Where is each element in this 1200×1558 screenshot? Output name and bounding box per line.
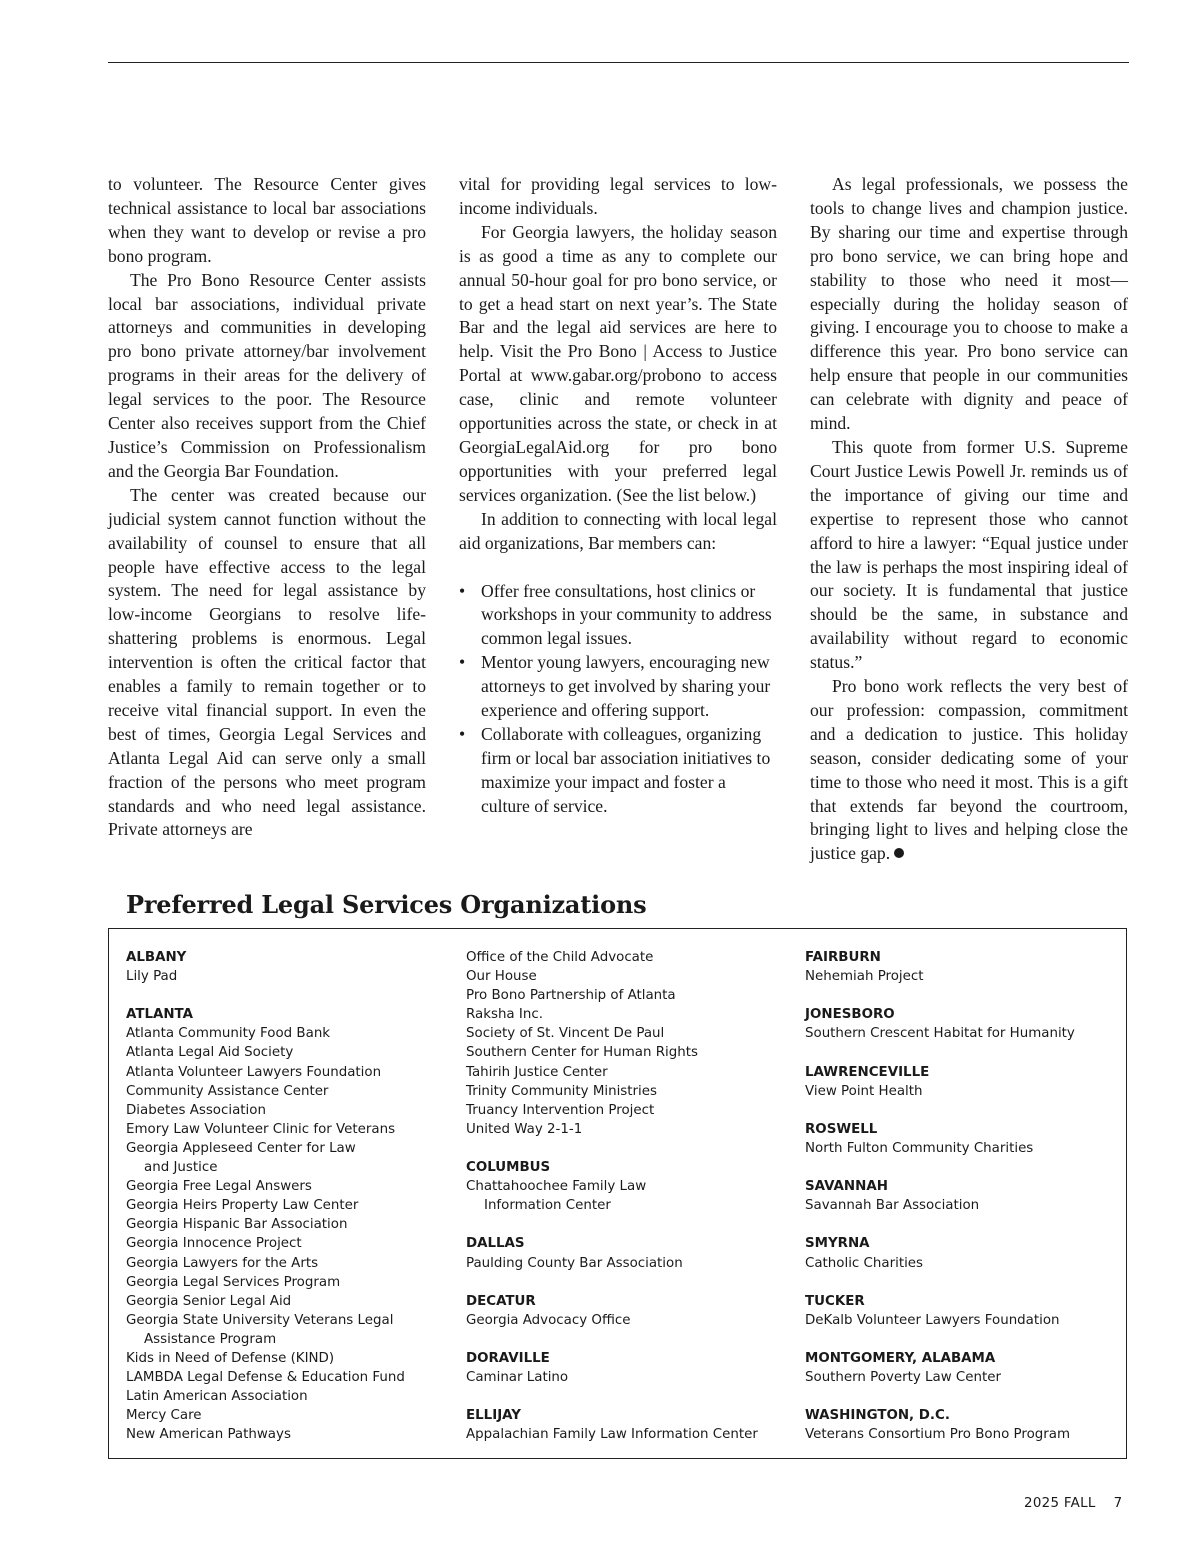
org-city-heading: MONTGOMERY, ALABAMA — [805, 1350, 996, 1366]
bullet-item — [459, 580, 777, 652]
page-number: 7 — [1113, 1496, 1123, 1511]
org-group — [805, 1120, 1075, 1158]
org-item: Information Center — [484, 1198, 611, 1214]
org-item: Diabetes Association — [126, 1102, 266, 1118]
org-item: Southern Poverty Law Center — [805, 1370, 1002, 1386]
org-item: Nehemiah Project — [805, 969, 924, 985]
article-column-2 — [459, 173, 777, 819]
org-item: and Justice — [144, 1160, 218, 1176]
issue-label: 2025 FALL — [1024, 1496, 1096, 1511]
bullet-text: Mentor young lawyers, encouraging new attorneys to get involved by sharing your experience and offering support. — [481, 652, 771, 721]
bullet-icon: • — [459, 652, 466, 673]
org-group — [126, 948, 405, 986]
org-column — [126, 948, 405, 1444]
org-city-heading: WASHINGTON, D.C. — [805, 1408, 950, 1424]
article-paragraph: As legal professionals, we possess the tools to change lives and champion justice. By sharing our time and expertise through pro bono service, we can bring hope and stability to those who need it most—especially during the holiday season of giving. I encourage you to choose to make a difference this year. Pro bono service can help ensure that people in our communities can celebrate with dignity and peace of mind. — [810, 174, 1128, 434]
org-item: Kids in Need of Defense (KIND) — [126, 1350, 335, 1366]
article-paragraph: The Pro Bono Resource Center assists local bar associations, individual private attorneys and communities in developing pro bono private attorney/bar involvement programs in their areas for the delivery of legal services to the poor. The Resource Center also receives support from the Chief Justice’s Commission on Professionalism and the Georgia Bar Foundation. — [108, 269, 426, 481]
org-group — [466, 1234, 758, 1272]
org-city-heading: TUCKER — [805, 1293, 865, 1309]
org-group — [805, 1292, 1075, 1330]
org-city-heading: COLUMBUS — [466, 1160, 551, 1176]
page-footer — [1024, 1496, 1122, 1511]
org-group — [805, 1063, 1075, 1101]
bullet-icon: • — [459, 580, 466, 601]
org-city-heading: SAVANNAH — [805, 1179, 888, 1195]
org-item: Emory Law Volunteer Clinic for Veterans — [126, 1121, 396, 1137]
org-item: Savannah Bar Association — [805, 1198, 980, 1214]
org-city-heading: ROSWELL — [805, 1121, 878, 1137]
article-paragraph-text: Pro bono work reflects the very best of our profession: compassion, commitment and a dedication to justice. This holiday season, consider dedicating some of your time to those who need it most. This is a gift that extends far beyond the courtroom, bringing light to lives and helping close the justice gap. — [810, 676, 1128, 864]
org-item: Georgia Appleseed Center for Law — [126, 1140, 356, 1156]
org-group — [466, 1292, 758, 1330]
org-group — [805, 948, 1075, 986]
org-column — [466, 948, 758, 1444]
org-item: Georgia Innocence Project — [126, 1236, 302, 1252]
header-rule — [108, 62, 1129, 63]
bullet-text: Offer free consultations, host clinics or workshops in your community to address common legal issues. — [481, 580, 772, 649]
org-item: Veterans Consortium Pro Bono Program — [805, 1427, 1071, 1443]
org-item: Latin American Association — [126, 1389, 308, 1405]
org-item: Georgia Advocacy Office — [466, 1312, 631, 1328]
org-item: Georgia Legal Services Program — [126, 1274, 341, 1290]
org-item: New American Pathways — [126, 1427, 291, 1443]
section-title: Preferred Legal Services Organizations — [126, 890, 647, 919]
article-paragraph: vital for providing legal services to low-income individuals. — [459, 174, 777, 218]
org-item: Georgia Free Legal Answers — [126, 1179, 312, 1195]
org-item: Atlanta Volunteer Lawyers Foundation — [126, 1064, 382, 1080]
org-group — [466, 1406, 758, 1444]
org-group — [805, 1406, 1075, 1444]
org-item: Mercy Care — [126, 1408, 202, 1424]
org-city-heading: ATLANTA — [126, 1007, 194, 1023]
organizations-box — [108, 928, 1127, 1459]
org-item: Assistance Program — [144, 1331, 277, 1347]
org-item: Paulding County Bar Association — [466, 1255, 683, 1271]
org-city-heading: ELLIJAY — [466, 1408, 521, 1424]
article-column-3 — [810, 173, 1128, 866]
org-item: Georgia Lawyers for the Arts — [126, 1255, 319, 1271]
article-paragraph: The center was created because our judicial system cannot function without the availability of counsel to ensure that all people have effective access to the legal system. The need for legal assistance by low-income Georgians to resolve life-shattering problems is enormous. Legal intervention is often the critical factor that enables a family to remain together or to receive vital financial support. In even the best of times, Georgia Legal Services and Atlanta Legal Aid can serve only a small fraction of the persons who meet program standards and who need legal assistance. Private attorneys are — [108, 484, 426, 840]
article-paragraph: In addition to connecting with local legal aid organizations, Bar members can: — [459, 508, 777, 553]
bullet-list — [459, 580, 777, 819]
org-group — [126, 1005, 405, 1444]
org-item: Tahirih Justice Center — [466, 1064, 608, 1080]
org-item: Our House — [466, 969, 537, 985]
org-group — [805, 1005, 1075, 1043]
org-group — [466, 948, 758, 1139]
org-item: North Fulton Community Charities — [805, 1140, 1034, 1156]
org-city-heading: JONESBORO — [805, 1007, 895, 1023]
org-item: Community Assistance Center — [126, 1083, 329, 1099]
org-item: View Point Health — [805, 1083, 923, 1099]
org-item: Raksha Inc. — [466, 1007, 543, 1023]
org-city-heading: FAIRBURN — [805, 950, 881, 965]
org-item: Georgia State University Veterans Legal — [126, 1312, 394, 1328]
org-group — [466, 1349, 758, 1387]
org-item: DeKalb Volunteer Lawyers Foundation — [805, 1312, 1060, 1328]
org-item: Trinity Community Ministries — [466, 1083, 657, 1099]
org-column — [805, 948, 1075, 1444]
org-group — [805, 1177, 1075, 1215]
bullet-item — [459, 723, 777, 819]
bullet-text: Collaborate with colleagues, organizing firm or local bar association initiatives to maximize your impact and foster a culture of service. — [481, 723, 771, 816]
org-group — [466, 1158, 758, 1215]
org-city-heading: SMYRNA — [805, 1236, 870, 1252]
org-group — [805, 1234, 1075, 1272]
org-item: Pro Bono Partnership of Atlanta — [466, 988, 676, 1004]
org-city-heading: DECATUR — [466, 1293, 536, 1309]
org-item: Atlanta Legal Aid Society — [126, 1045, 294, 1061]
org-city-heading: DORAVILLE — [466, 1350, 550, 1366]
article-paragraph — [810, 675, 1128, 866]
article-paragraph: to volunteer. The Resource Center gives technical assistance to local bar associations when they want to develop or revise a pro bono program. — [108, 174, 426, 266]
article-column-1 — [108, 173, 426, 842]
org-item: Office of the Child Advocate — [466, 950, 654, 965]
org-city-heading: LAWRENCEVILLE — [805, 1064, 930, 1080]
org-city-heading: DALLAS — [466, 1236, 525, 1252]
org-item: Society of St. Vincent De Paul — [466, 1026, 665, 1042]
org-item: Truancy Intervention Project — [466, 1102, 655, 1118]
bullet-icon: • — [459, 723, 466, 744]
end-mark-icon — [894, 848, 904, 858]
org-item: Appalachian Family Law Information Center — [466, 1427, 758, 1443]
org-item: Southern Crescent Habitat for Humanity — [805, 1026, 1075, 1042]
org-item: Lily Pad — [126, 969, 178, 985]
article-paragraph: This quote from former U.S. Supreme Court Justice Lewis Powell Jr. reminds us of the importance of giving our time and expertise to represent those who cannot afford to hire a lawyer: “Equal justice under the law is perhaps the most inspiring ideal of our society. It is fundamental that justice should be the same, in substance and availability without regard to economic status.” — [810, 436, 1128, 673]
org-item: LAMBDA Legal Defense & Education Fund — [126, 1370, 405, 1386]
org-item: United Way 2-1-1 — [466, 1121, 583, 1137]
org-item: Atlanta Community Food Bank — [126, 1026, 331, 1042]
org-item: Caminar Latino — [466, 1370, 569, 1386]
org-item: Georgia Hispanic Bar Association — [126, 1217, 348, 1233]
org-item: Southern Center for Human Rights — [466, 1045, 698, 1061]
article-paragraph: For Georgia lawyers, the holiday season is as good a time as any to complete our annual 50-hour goal for pro bono service, or to get a head start on next year’s. The State Bar and the legal aid services are here to help. Visit the Pro Bono | Access to Justice Portal at www.gabar.org/probono to access case, clinic and remote volunteer opportunities across the state, or check in at GeorgiaLegalAid.org for pro bono opportunities with your preferred legal services organization. (See the list below.) — [459, 221, 777, 505]
bullet-item — [459, 651, 777, 723]
org-item: Georgia Heirs Property Law Center — [126, 1198, 359, 1214]
org-item: Chattahoochee Family Law — [466, 1179, 647, 1195]
org-item: Georgia Senior Legal Aid — [126, 1293, 292, 1309]
org-city-heading: ALBANY — [126, 950, 187, 965]
org-item: Catholic Charities — [805, 1255, 923, 1271]
org-group — [805, 1349, 1075, 1387]
